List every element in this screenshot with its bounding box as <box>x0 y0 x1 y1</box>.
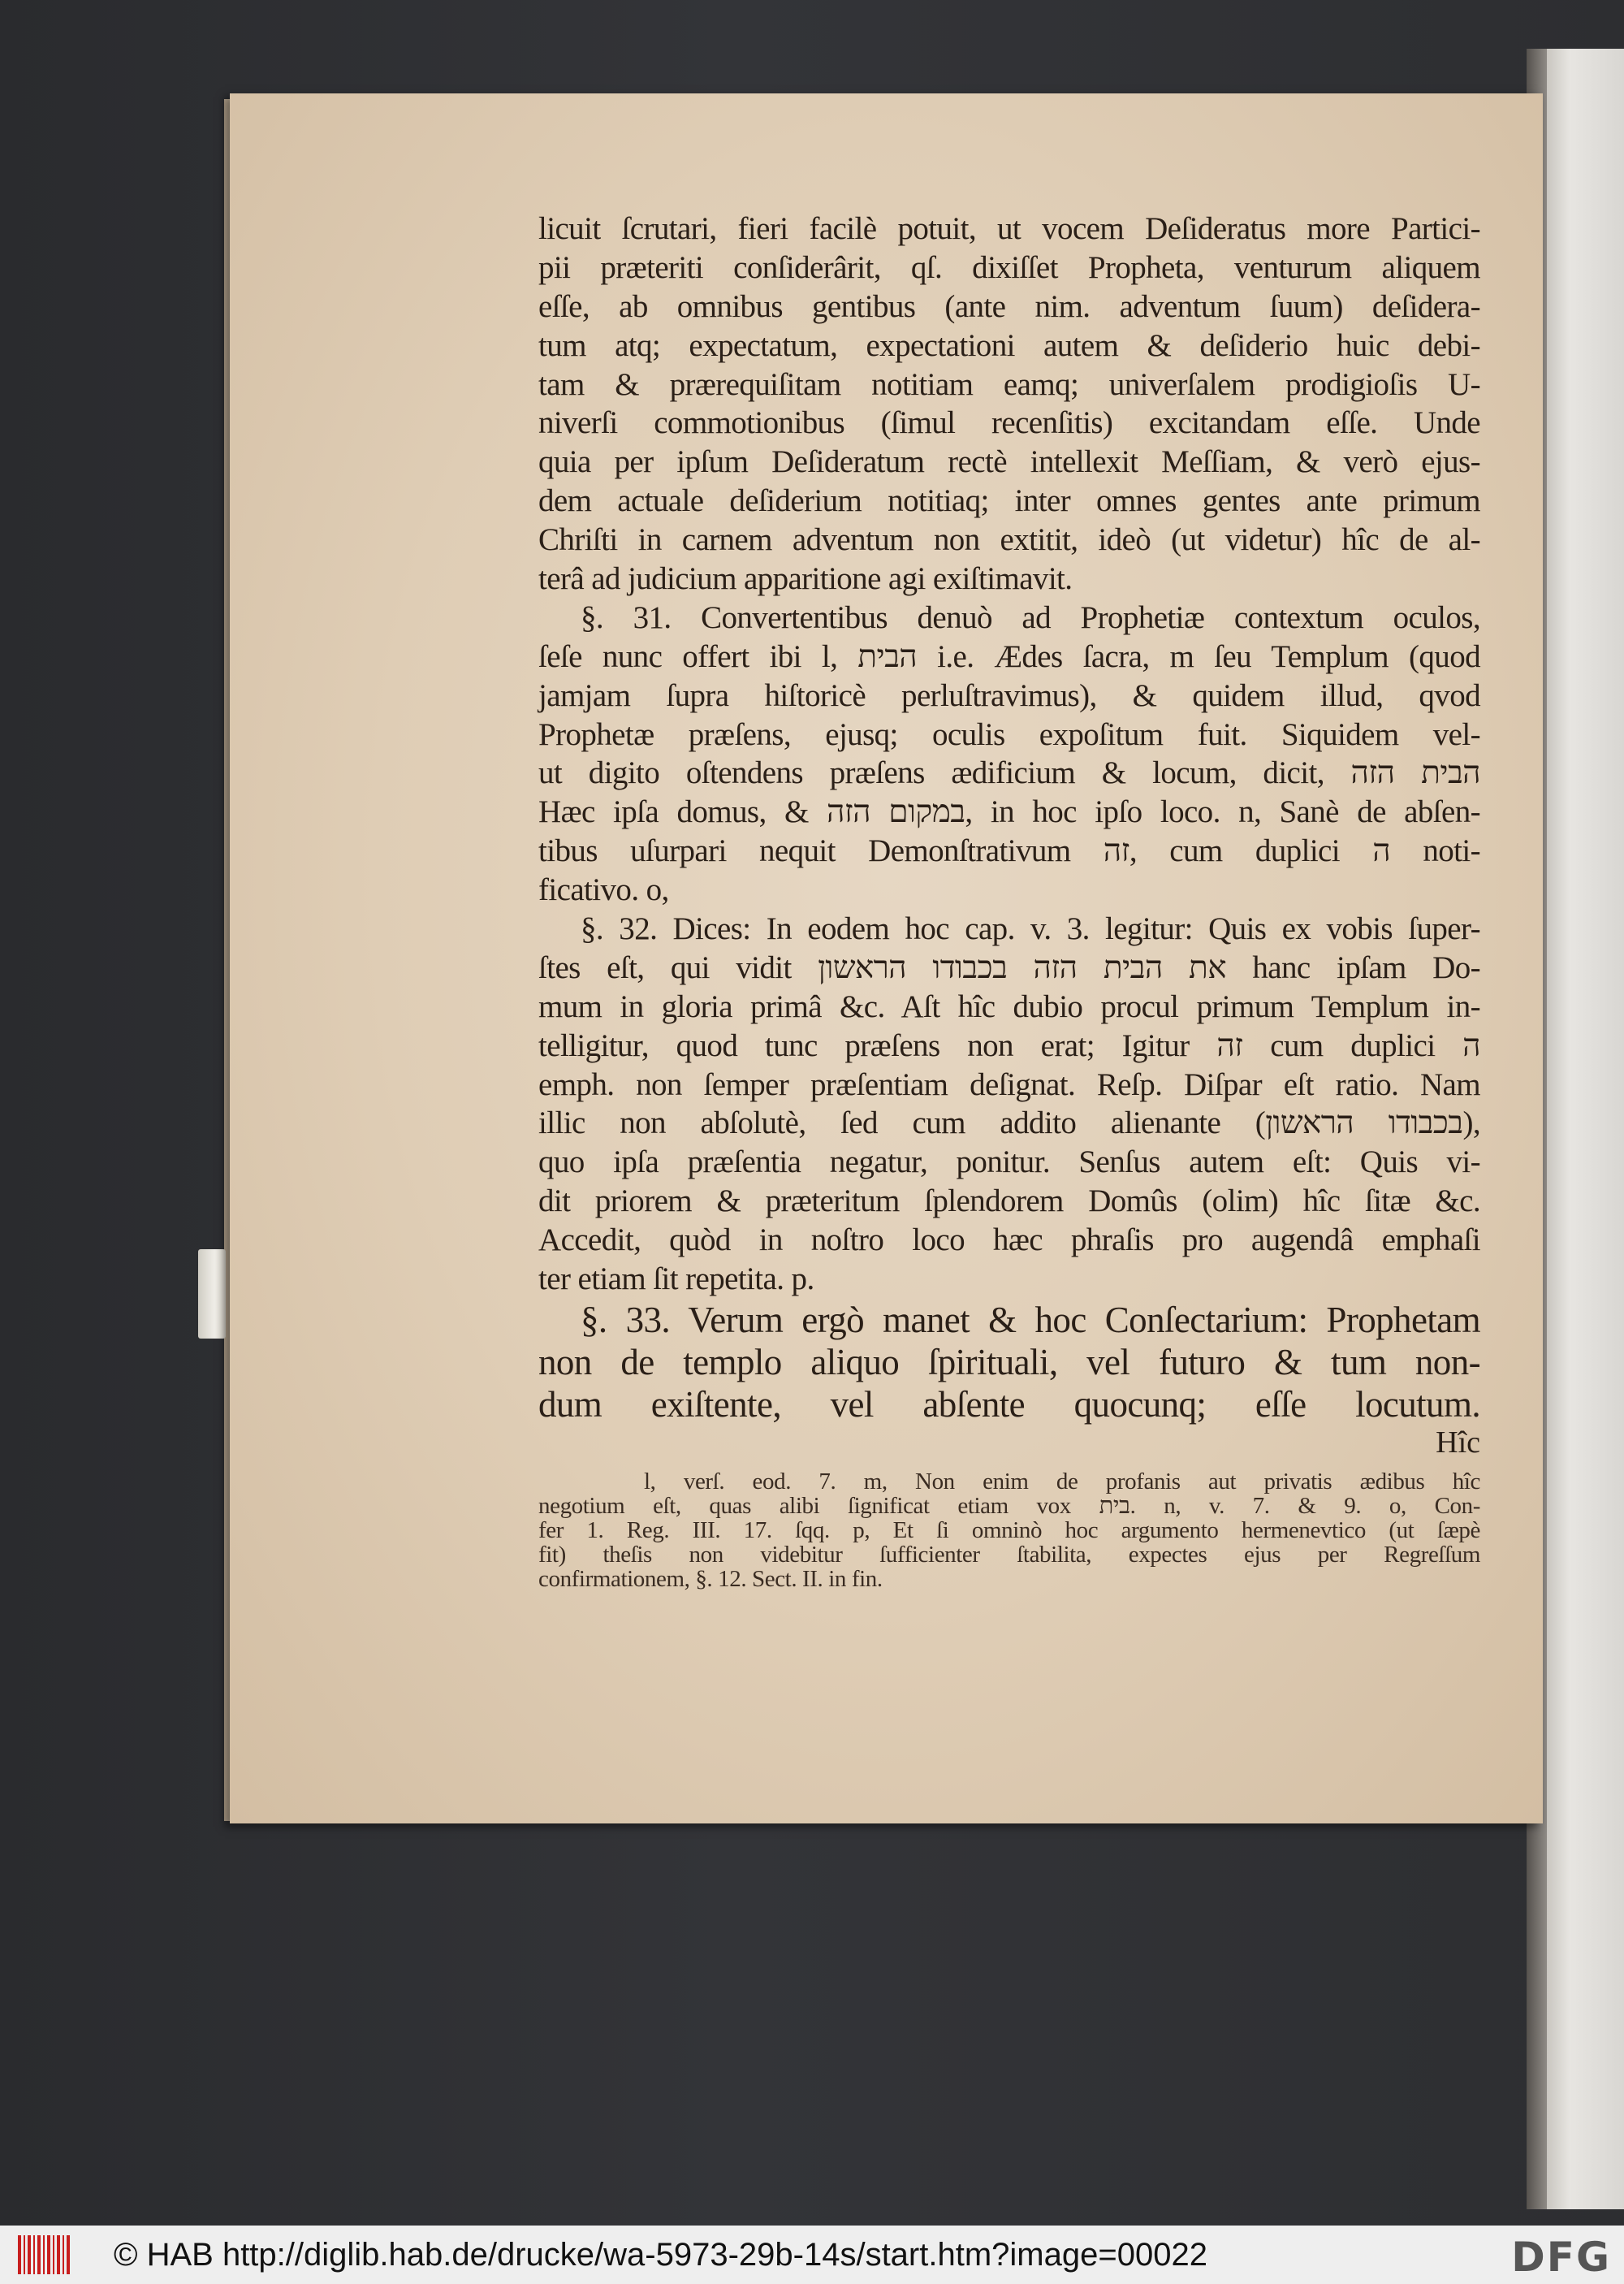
text-line: Accedit, quòd in noſtro loco hæc phraſis pro augendâ emphaſi <box>538 1222 1480 1258</box>
footnote-line: l, verſ. eod. 7. m, Non enim de profanis aut privatis ædibus hîc <box>644 1468 1480 1495</box>
section-31 <box>538 599 1480 910</box>
text-line: ter etiam ſit repetita. p. <box>538 1261 814 1297</box>
text-line: eſſe, ab omnibus gentibus (ante nim. adventum ſuum) deſidera- <box>538 288 1480 324</box>
text-line: quo ipſa præſentia negatur, ponitur. Senſus autem eſt: Quis vi- <box>538 1144 1480 1180</box>
hab-barcode-icon <box>18 2235 70 2274</box>
text-line: §. 33. Verum ergò manet & hoc Conſectarium: Prophetam <box>581 1299 1480 1340</box>
next-leaf-edge <box>1547 49 1624 2209</box>
text-line: niverſi commotionibus (ſimul recenſitis) excitandam eſſe. Unde <box>538 405 1480 441</box>
text-line: emph. non ſemper præſentiam deſignat. Reſp. Diſpar eſt ratio. Nam <box>538 1066 1480 1102</box>
text-line: licuit ſcrutari, fieri facilè potuit, ut vocem Deſideratus more Partici- <box>538 211 1480 246</box>
section-33 <box>538 1299 1480 1425</box>
text-line: §. 31. Convertentibus denuò ad Prophetiæ contextum oculos, <box>581 599 1480 635</box>
text-line: terâ ad judicium apparitione agi exiſtimavit. <box>538 561 1073 597</box>
text-line: ſeſe nunc offert ibi l, הבית i.e. Ædes ſacra, m ſeu Templum (quod <box>538 638 1480 674</box>
footnote-line: confirmationem, §. 12. Sect. II. in fin. <box>538 1565 883 1592</box>
text-line: tibus uſurpari nequit Demonſtrativum זה, cum duplici ה noti- <box>538 833 1481 869</box>
dfg-logo: DFG <box>1511 2234 1611 2281</box>
text-line: dit priorem & præteritum ſplendorem Domûs (olim) hîc ſitæ &c. <box>538 1183 1480 1219</box>
footer-url-link[interactable]: © HAB http://diglib.hab.de/drucke/wa-5973-29b-14s/start.htm?image=00022 <box>114 2237 1207 2273</box>
text-line: dem actuale deſiderium notitiaq; inter omnes gentes ante primum <box>538 483 1480 519</box>
text-line: telligitur, quod tunc præſens non erat; Igitur זה cum duplici ה <box>538 1027 1480 1063</box>
footnote-line: fit) theſis non videbitur ſufficienter ſtabilita, expectes ejus per Regreſſum <box>538 1541 1480 1568</box>
text-line: dum exiſtente, vel abſente quocunq; eſſe locutum. <box>538 1383 1480 1425</box>
text-line: tam & prærequiſitam notitiam eamq; univerſalem prodigioſis U- <box>538 366 1480 402</box>
text-line: pii præteriti conſiderârit, qſ. dixiſſet Propheta, venturum aliquem <box>538 249 1480 285</box>
text-line: tum atq; expectatum, expectationi autem & deſiderio huic debi- <box>538 327 1480 363</box>
text-line: illic non abſolutè, ſed cum addito alienante (בכבודו הראשון), <box>538 1105 1481 1141</box>
text-line: Chriſti in carnem adventum non extitit, ideò (ut videtur) hîc de al- <box>538 522 1480 558</box>
footnotes <box>538 1469 1480 1591</box>
text-line: §. 32. Dices: In eodem hoc cap. v. 3. legitur: Quis ex vobis ſuper- <box>581 911 1480 947</box>
text-line: ſtes eſt, qui vidit את הבית הזה בכבודו הראשון hanc ipſam Do- <box>538 950 1480 985</box>
text-line: Prophetæ præſens, ejusq; oculis expoſitum fuit. Siquidem vel- <box>538 716 1480 752</box>
text-line: mum in gloria primâ &c. Aſt hîc dubio procul primum Templum in- <box>538 988 1480 1024</box>
text-line: quia per ipſum Deſideratum rectè intellexit Meſſiam, & verò ejus- <box>538 444 1480 480</box>
section-32 <box>538 910 1480 1299</box>
text-line: non de templo aliquo ſpirituali, vel futuro & tum non- <box>538 1341 1480 1382</box>
footnote-line: fer 1. Reg. III. 17. ſqq. p, Et ſi omninò hoc argumento hermenevtico (ut ſæpè <box>538 1516 1480 1543</box>
paragraph-continuation <box>538 210 1480 599</box>
text-line: ficativo. o, <box>538 872 669 908</box>
footer-bar <box>0 2226 1624 2284</box>
text-line: jamjam ſupra hiſtoricè perluſtravimus), & quidem illud, qvod <box>538 677 1480 713</box>
text-line: Hæc ipſa domus, & במקום הזה, in hoc ipſo loco. n, Sanè de abſen- <box>538 794 1480 830</box>
page-text <box>538 210 1480 1591</box>
page-tab-marker <box>198 1249 226 1339</box>
catchword: Hîc <box>1436 1425 1480 1460</box>
footnote-line: negotium eſt, quas alibi ſignificat etiam vox בית. n, v. 7. & 9. o, Con- <box>538 1492 1480 1519</box>
text-line: ut digito oſtendens præſens ædificium & locum, dicit, הבית הזה <box>538 755 1480 791</box>
